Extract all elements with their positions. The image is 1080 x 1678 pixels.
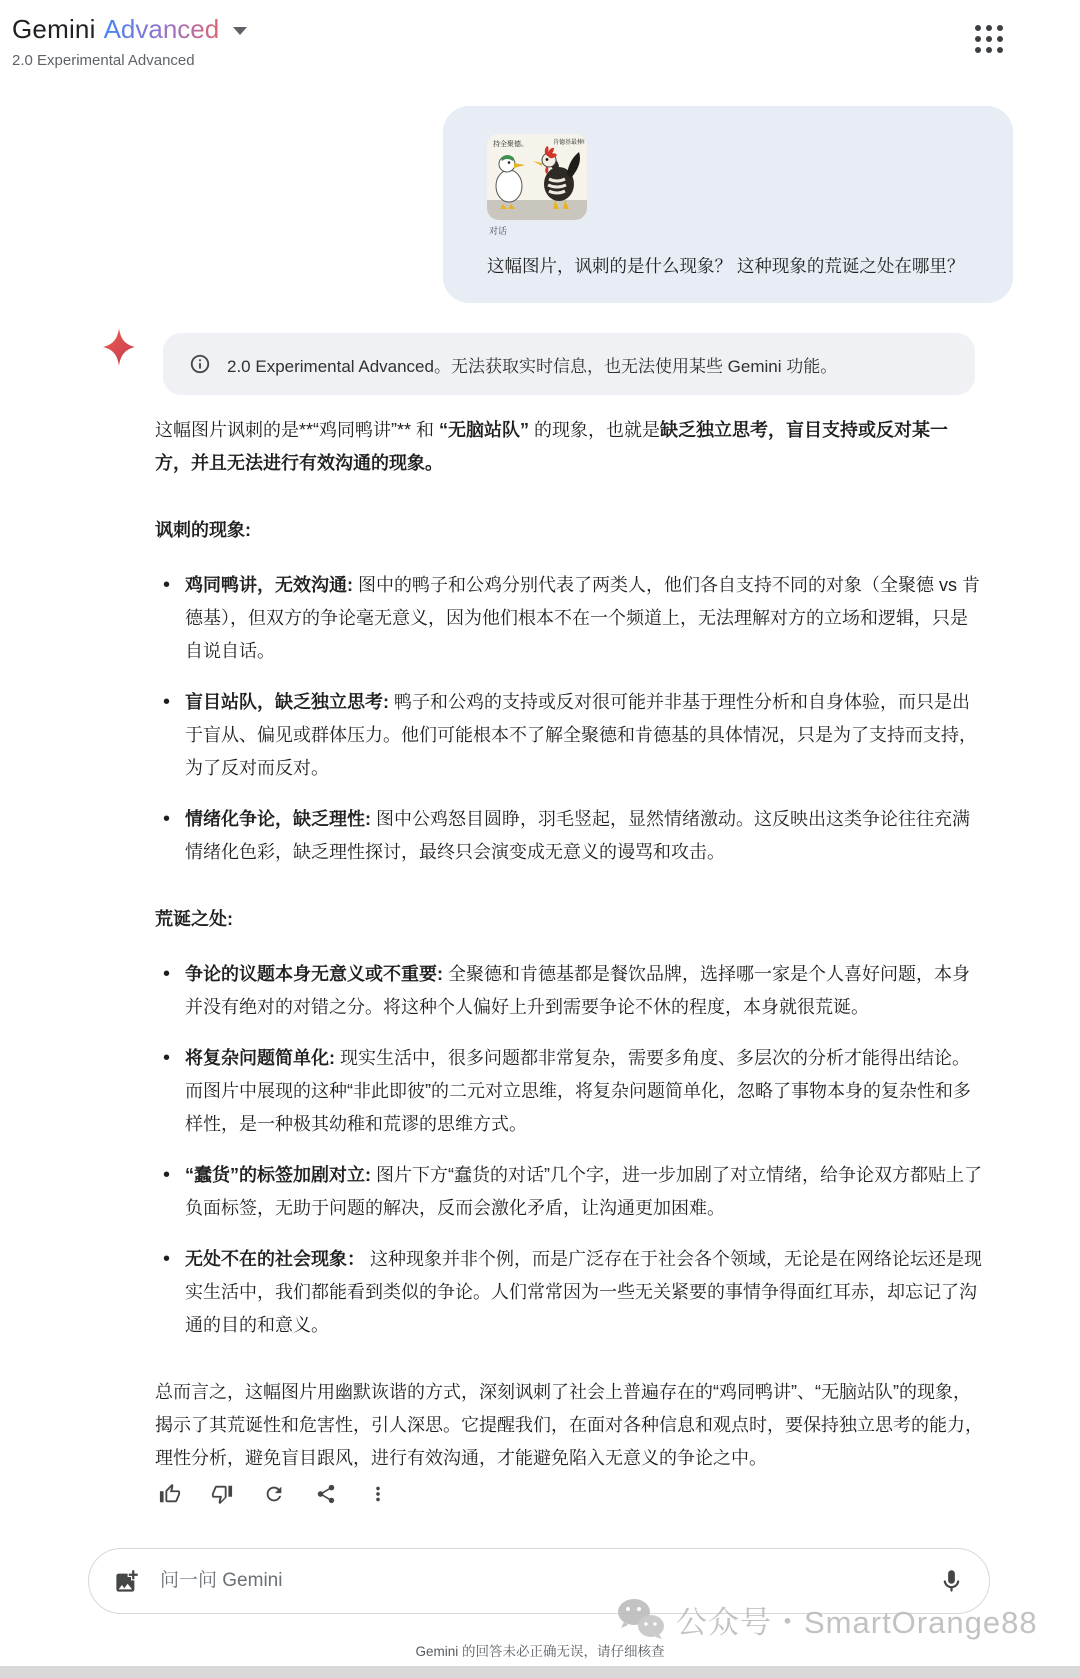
absurdity-list	[161, 958, 983, 1342]
response-actions	[152, 1476, 396, 1512]
response-bullet: • 无处不在的社会现象： 这种现象并非个例，而是广泛存在于社会各个领域，无论是在网络论坛还是现实生活中，我们都能看到类似的争论。人们常常因为一些无关紧要的事情争得面红耳赤，却忘记了沟通的目的和意义。	[161, 1243, 983, 1342]
refresh-icon	[263, 1483, 285, 1505]
response-bullet: • 情绪化争论，缺乏理性: 图中公鸡怒目圆睁，羽毛竖起，显然情绪激动。这反映出这类争论往往充满情绪化色彩，缺乏理性探讨，最终只会演变成无意义的谩骂和攻击。	[161, 803, 983, 869]
response-bullet: • 盲目站队，缺乏独立思考: 鸭子和公鸡的支持或反对很可能并非基于理性分析和自身体验，而只是出于盲从、偏见或群体压力。他们可能根本不了解全聚德和肯德基的具体情况，只是为了支持而支持，为了反对而反对。	[161, 686, 983, 785]
share-icon	[315, 1483, 337, 1505]
response-bullet: • “蠢货”的标签加剧对立: 图片下方“蠢货的对话”几个字，进一步加剧了对立情绪，给争论双方都贴上了负面标签，无助于问题的解决，反而会激化矛盾，让沟通更加困难。	[161, 1159, 983, 1225]
disclaimer-text: Gemini 的回答未必正确无误，请仔细核查	[415, 1644, 665, 1659]
gemini-response	[155, 414, 983, 1503]
bottom-strip	[0, 1666, 1080, 1678]
response-intro: 这幅图片讽刺的是**“鸡同鸭讲”** 和 “无脑站队” 的现象，也就是缺乏独立思考，盲目支持或反对某一方，并且无法进行有效沟通的现象。	[155, 420, 949, 473]
thumbs-down-icon	[211, 1483, 233, 1505]
prompt-input-bar	[88, 1548, 990, 1614]
duck-rooster-cartoon	[487, 134, 587, 220]
section-title-absurdity: 荒诞之处:	[155, 909, 233, 929]
thumbs-down-button[interactable]	[204, 1476, 240, 1512]
app-title-variant: Advanced	[103, 14, 220, 44]
response-bullet: • 争论的议题本身无意义或不重要: 全聚德和肯德基都是餐饮品牌，选择哪一家是个人喜好问题，本身并没有绝对的对错之分。将这种个人偏好上升到需要争论不休的程度，本身就很荒诞。	[161, 958, 983, 1024]
info-icon	[189, 353, 211, 375]
cartoon-left-label: 持全聚德。	[493, 141, 528, 148]
more-options-button[interactable]	[360, 1476, 396, 1512]
share-button[interactable]	[308, 1476, 344, 1512]
thumbs-up-icon	[159, 1483, 181, 1505]
model-notice-text: 2.0 Experimental Advanced。无法获取实时信息，也无法使用某些 Gemini 功能。	[227, 356, 838, 376]
google-apps-button[interactable]	[972, 22, 1006, 56]
app-title: Gemini	[12, 14, 96, 44]
uploaded-image-thumbnail[interactable]	[487, 134, 587, 220]
user-question-text: 这幅图片，讽刺的是什么现象？ 这种现象的荒诞之处在哪里？	[487, 256, 965, 276]
more-vertical-icon	[367, 1483, 389, 1505]
microphone-icon	[938, 1568, 965, 1595]
model-subtitle: 2.0 Experimental Advanced	[12, 52, 195, 69]
regenerate-button[interactable]	[256, 1476, 292, 1512]
model-picker[interactable]	[12, 14, 247, 45]
image-caption: 对话	[489, 226, 508, 236]
add-image-button[interactable]	[113, 1568, 140, 1595]
app-header	[12, 14, 247, 69]
response-bullet: • 鸡同鸭讲，无效沟通: 图中的鸭子和公鸡分别代表了两类人，他们各自支持不同的对象（全聚德 vs 肯德基），但双方的争论毫无意义，因为他们根本不在一个频道上，无法理解对方的立场和逻辑，只是自说自话。	[161, 569, 983, 668]
user-message-bubble	[443, 106, 1013, 303]
mic-button[interactable]	[938, 1568, 965, 1595]
gemini-sparkle-icon	[103, 328, 135, 366]
section-title-phenomena: 讽刺的现象:	[155, 520, 251, 540]
thumbs-up-button[interactable]	[152, 1476, 188, 1512]
phenomena-list	[161, 569, 983, 869]
add-image-icon	[113, 1568, 140, 1595]
response-bullet: • 将复杂问题简单化: 现实生活中，很多问题都非常复杂，需要多角度、多层次的分析才能得出结论。而图片中展现的这种“非此即彼”的二元对立思维，将复杂问题简单化，忽略了事物本身的复杂性和多样性，是一种极其幼稚和荒谬的思维方式。	[161, 1042, 983, 1141]
response-conclusion: 总而言之，这幅图片用幽默诙谐的方式，深刻讽刺了社会上普遍存在的“鸡同鸭讲”、“无脑站队”的现象，揭示了其荒诞性和危害性，引人深思。它提醒我们，在面对各种信息和观点时，要保持独立思考的能力，理性分析，避免盲目跟风，进行有效沟通，才能避免陷入无意义的争论之中。	[155, 1382, 983, 1468]
cartoon-right-label: 肯德基最棒!	[553, 140, 585, 146]
prompt-input[interactable]	[160, 1570, 918, 1592]
model-notice-banner	[163, 333, 975, 395]
chevron-down-icon	[233, 27, 247, 35]
watermark-text: 公众号・SmartOrange88	[676, 1604, 1038, 1640]
